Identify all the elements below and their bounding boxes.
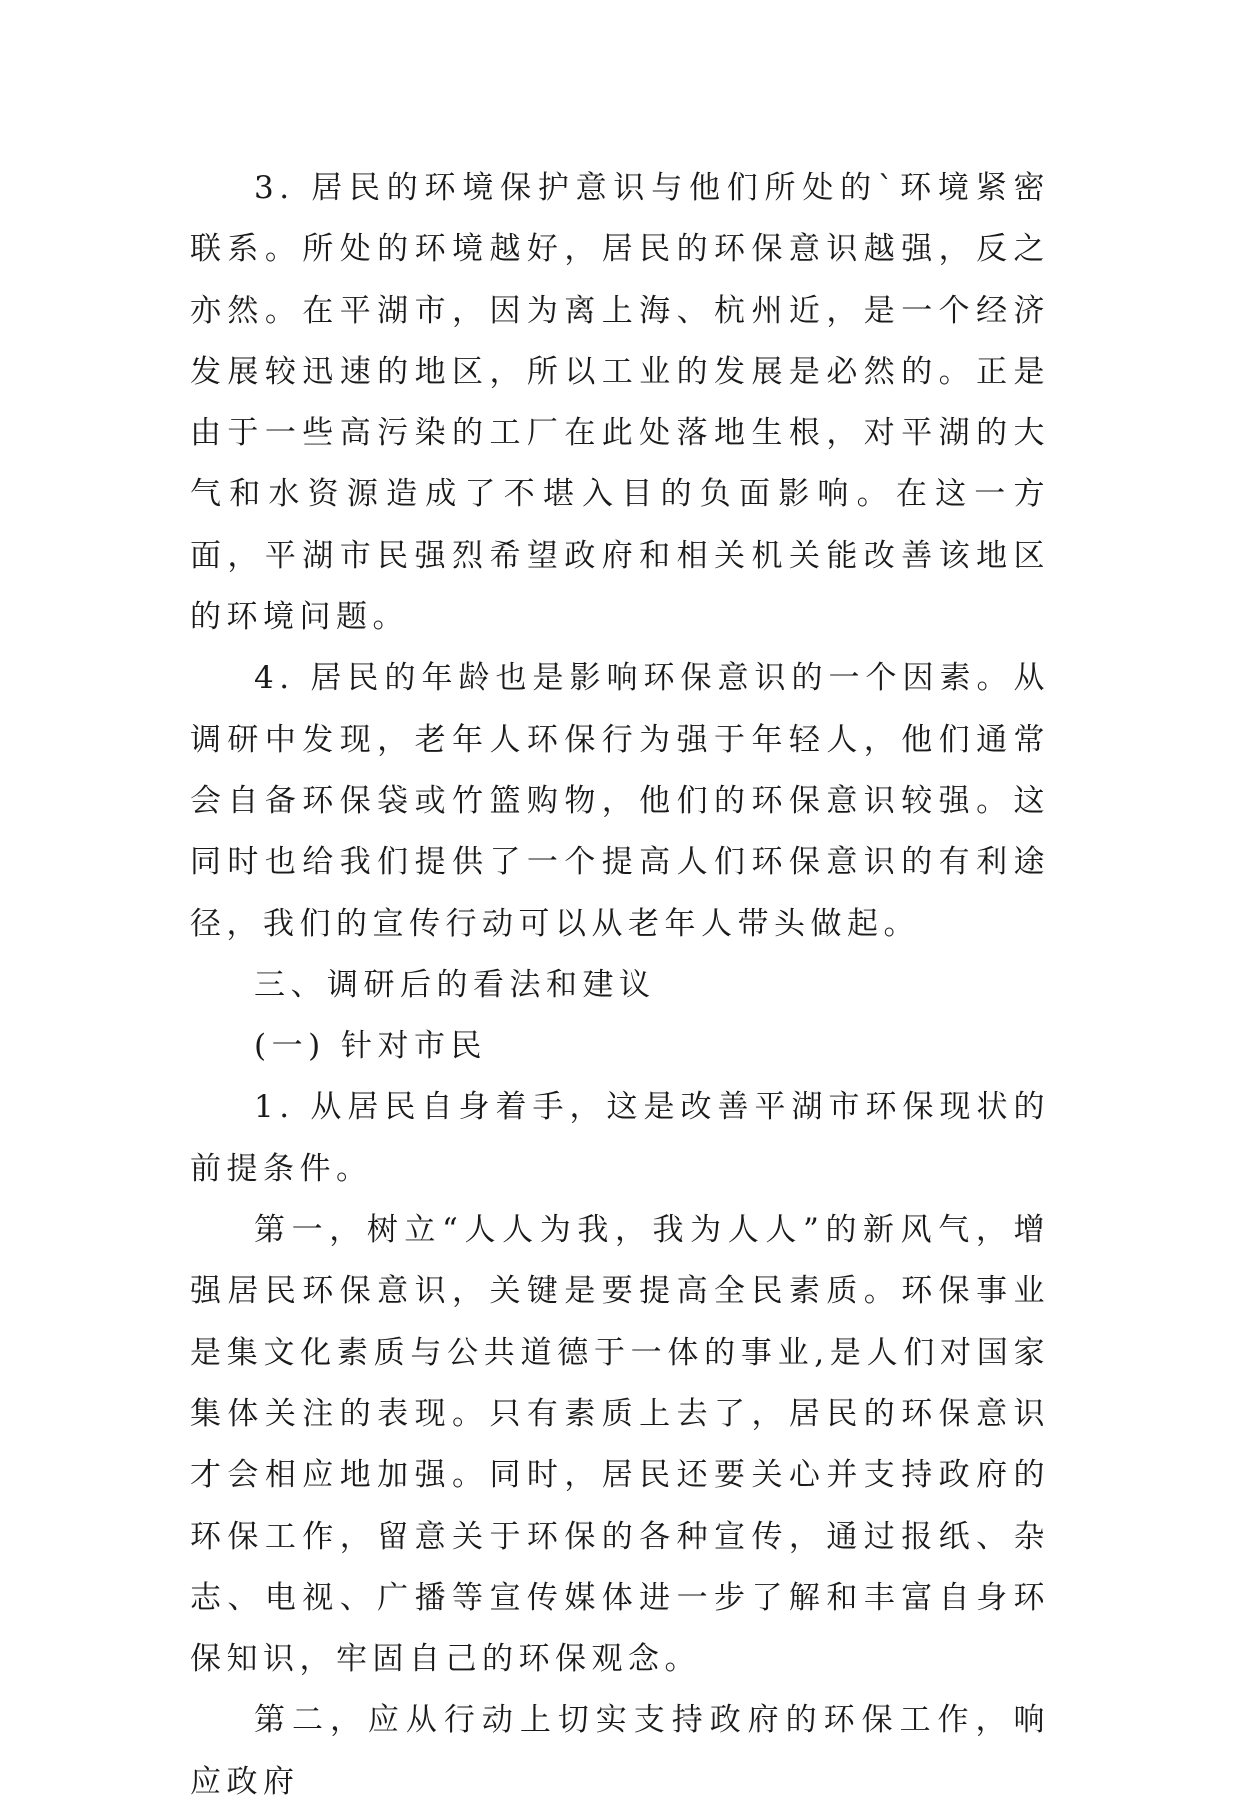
paragraph-second-point: 第二，应从行动上切实支持政府的环保工作，响应政府 bbox=[190, 1702, 1050, 1800]
paragraph-first-point: 第一，树立“人人为我，我为人人”的新风气，增强居民环保意识，关键是要提高全民素质。环保事业是集文化素质与公共道德于一体的事业,是人们对国家集体关注的表现。只有素质上去了，居民的环保意识才会相应地加强。同时，居民还要关心并支持政府的环保工作，留意关于环保的各种宣传，通过报纸、杂志、电视、广播等宣传媒体进一步了解和丰富自身环保知识，牢固自己的环保观念。 bbox=[190, 1212, 1050, 1678]
paragraph-start-from-residents: 1. 从居民自身着手，这是改善平湖市环保现状的前提条件。 bbox=[190, 1089, 1050, 1187]
paragraph-resident-age: 4. 居民的年龄也是影响环保意识的一个因素。从调研中发现，老年人环保行为强于年轻人，他们通常会自备环保袋或竹篮购物，他们的环保意识较强。这同时也给我们提供了一个提高人们环保意识的有利途径，我们的宣传行动可以从老年人带头做起。 bbox=[190, 660, 1050, 942]
section-heading-suggestions: 三、调研后的看法和建议 bbox=[254, 966, 656, 1003]
document-body bbox=[190, 158, 1050, 1813]
subsection-heading-citizens: (一) 针对市民 bbox=[254, 1028, 488, 1065]
paragraph-resident-environment: 3. 居民的环境保护意识与他们所处的`环境紧密联系。所处的环境越好，居民的环保意识越强，反之亦然。在平湖市，因为离上海、杭州近，是一个经济发展较迅速的地区，所以工业的发展是必然的。正是由于一些高污染的工厂在此处落地生根，对平湖的大气和水资源造成了不堪入目的负面影响。在这一方面，平湖市民强烈希望政府和相关机关能改善该地区的环境问题。 bbox=[190, 170, 1050, 636]
